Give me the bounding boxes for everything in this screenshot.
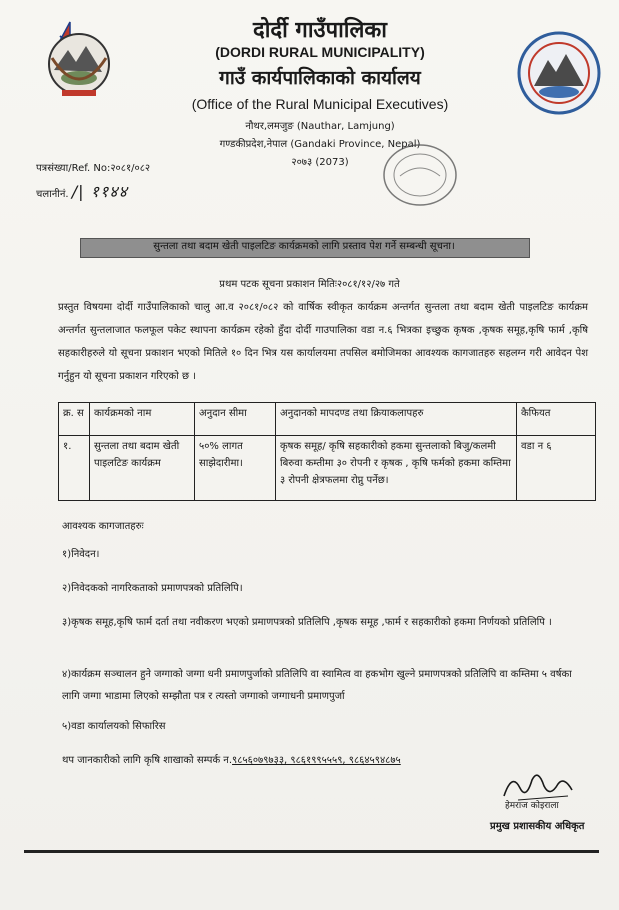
notice-subject: सुन्तला तथा बदाम खेती पाइलटिङ कार्यक्रमको लागि प्रस्ताव पेश गर्ने सम्बन्धी सूचना। — [153, 241, 455, 252]
cell-criteria: कृषक समूह/ कृषि सहकारीको हकमा सुन्तलाको बिजु/कलमी बिरुवा कम्तीमा ३० रोपनी र कृषक , कृषि फर्मको हकमा कम्तिमा ३ रोपनी क्षेत्रफलमा रोप्नु पर्नेछ। — [276, 436, 517, 501]
required-doc-item: १)निवेदन। — [62, 549, 100, 560]
signatory-name: हेमराज कोइराला — [505, 801, 559, 811]
cell-remarks: वडा न ६ — [517, 436, 596, 501]
first-publication-date: प्रथम पटक सूचना प्रकाशन मितिः२०८१/१२/२७ गते — [219, 279, 400, 290]
contact-numbers: ९८५६०७९७३३, ९८६१९९५५५९, ९८६४५९४८७५ — [232, 755, 401, 766]
signatory-title: प्रमुख प्रशासकीय अधिकृत — [490, 821, 585, 832]
municipality-name-nepali: दोर्दी गाउँपालिका — [253, 18, 387, 43]
cell-grant-limit: ५०% लागत साझेदारीमा। — [195, 436, 276, 501]
reference-value: २०८१/०८२ — [110, 163, 151, 174]
dispatch-value: /| ११४४ — [71, 182, 128, 201]
table-header-grant-limit: अनुदान सीमा — [195, 403, 276, 436]
table-header-row — [59, 403, 596, 436]
office-province: गण्डकीप्रदेश,नेपाल (Gandaki Province, Nepal) — [219, 139, 421, 150]
table-row — [59, 436, 596, 501]
cell-sn: १. — [59, 436, 90, 501]
reference-label: पत्रसंख्या/Ref. No: — [36, 163, 111, 174]
municipality-name-english: (DORDI RURAL MUNICIPALITY) — [215, 44, 425, 60]
reference-number — [36, 160, 150, 174]
required-doc-item: ३)कृषक समूह,कृषि फार्म दर्ता तथा नवीकरण भएको प्रमाणपत्रको प्रतिलिपि ,कृषक समूह ,फार्म र सहकारीको हकमा निर्णयको प्रतिलिपि । — [62, 617, 552, 628]
body-paragraph: प्रस्तुत विषयमा दोर्दी गाउँपालिकाको चालु आ.व २०८१/०८२ को वार्षिक स्वीकृत कार्यक्रम अन्तर्गत सुन्तला तथा बदाम खेती पाइलटिङ कार्यक्रम अन्तर्गत सुन्तलाजात फलफूल पकेट स्थापना कार्यक्रम रहेको हुँदा दोर्दी गाउपालिका वडा न.६ भित्रका इच्छुक कृषक ,कृषक समूह,कृषि फार्म ,कृषि सहकारीहरुले यो सूचना प्रकाशन भएको मितिले १० दिन भित्र यस कार्यालयमा तपसिल बमोजिमका आवश्यक कागजातहरु सहलग्न गरी आवेदन पेश गर्नुहुन यो सूचना प्रकाशन गरिएको छ । — [58, 302, 588, 382]
table-header-program: कार्यक्रमको नाम — [90, 403, 195, 436]
dispatch-label: चलानीनं. — [36, 189, 69, 200]
contact-line — [62, 752, 401, 766]
cell-program: सुन्तला तथा बदाम खेती पाइलटिङ कार्यक्रम — [90, 436, 195, 501]
table-header-remarks: कैफियत — [517, 403, 596, 436]
table-header-criteria: अनुदानको मापदण्ड तथा क्रियाकलापहरु — [276, 403, 517, 436]
office-stamp-icon — [380, 140, 460, 210]
required-doc-item: २)निवेदकको नागरिकताको प्रमाणपत्रको प्रतिलिपि। — [62, 583, 243, 594]
dispatch-number — [36, 180, 128, 202]
contact-prefix: थप जानकारीको लागि कृषि शाखाको सम्पर्क न. — [62, 755, 233, 766]
footer-divider — [24, 850, 599, 853]
required-doc-item: ५)वडा कार्यालयको सिफारिस — [62, 721, 166, 732]
established-year: २०७३ (2073) — [291, 157, 349, 168]
government-emblem-icon — [40, 18, 118, 100]
municipality-logo-icon — [516, 30, 602, 116]
table-header-sn: क्र. स — [59, 403, 90, 436]
program-table — [58, 402, 596, 501]
required-doc-item: ४)कार्यक्रम सञ्चालन हुने जग्गाको जग्गा धनी प्रमाणपुर्जाको प्रतिलिपि वा स्वामित्व वा हकभोग खुल्ने प्रमाणपत्रको प्रतिलिपि वा कम्तिमा ५ वर्षका लागि जग्गा भाडामा लिएको सम्झौता पत्र र त्यस्तो जग्गाको जग्गाधनी प्रमाणपुर्जा — [62, 669, 572, 702]
office-name-nepali: गाउँ कार्यपालिकाको कार्यालय — [219, 67, 421, 89]
required-docs-title: आवश्यक कागजातहरुः — [62, 521, 144, 532]
office-name-english: (Office of the Rural Municipal Executives) — [191, 96, 449, 112]
office-location: नौथर,लमजुङ (Nauthar, Lamjung) — [245, 121, 395, 132]
